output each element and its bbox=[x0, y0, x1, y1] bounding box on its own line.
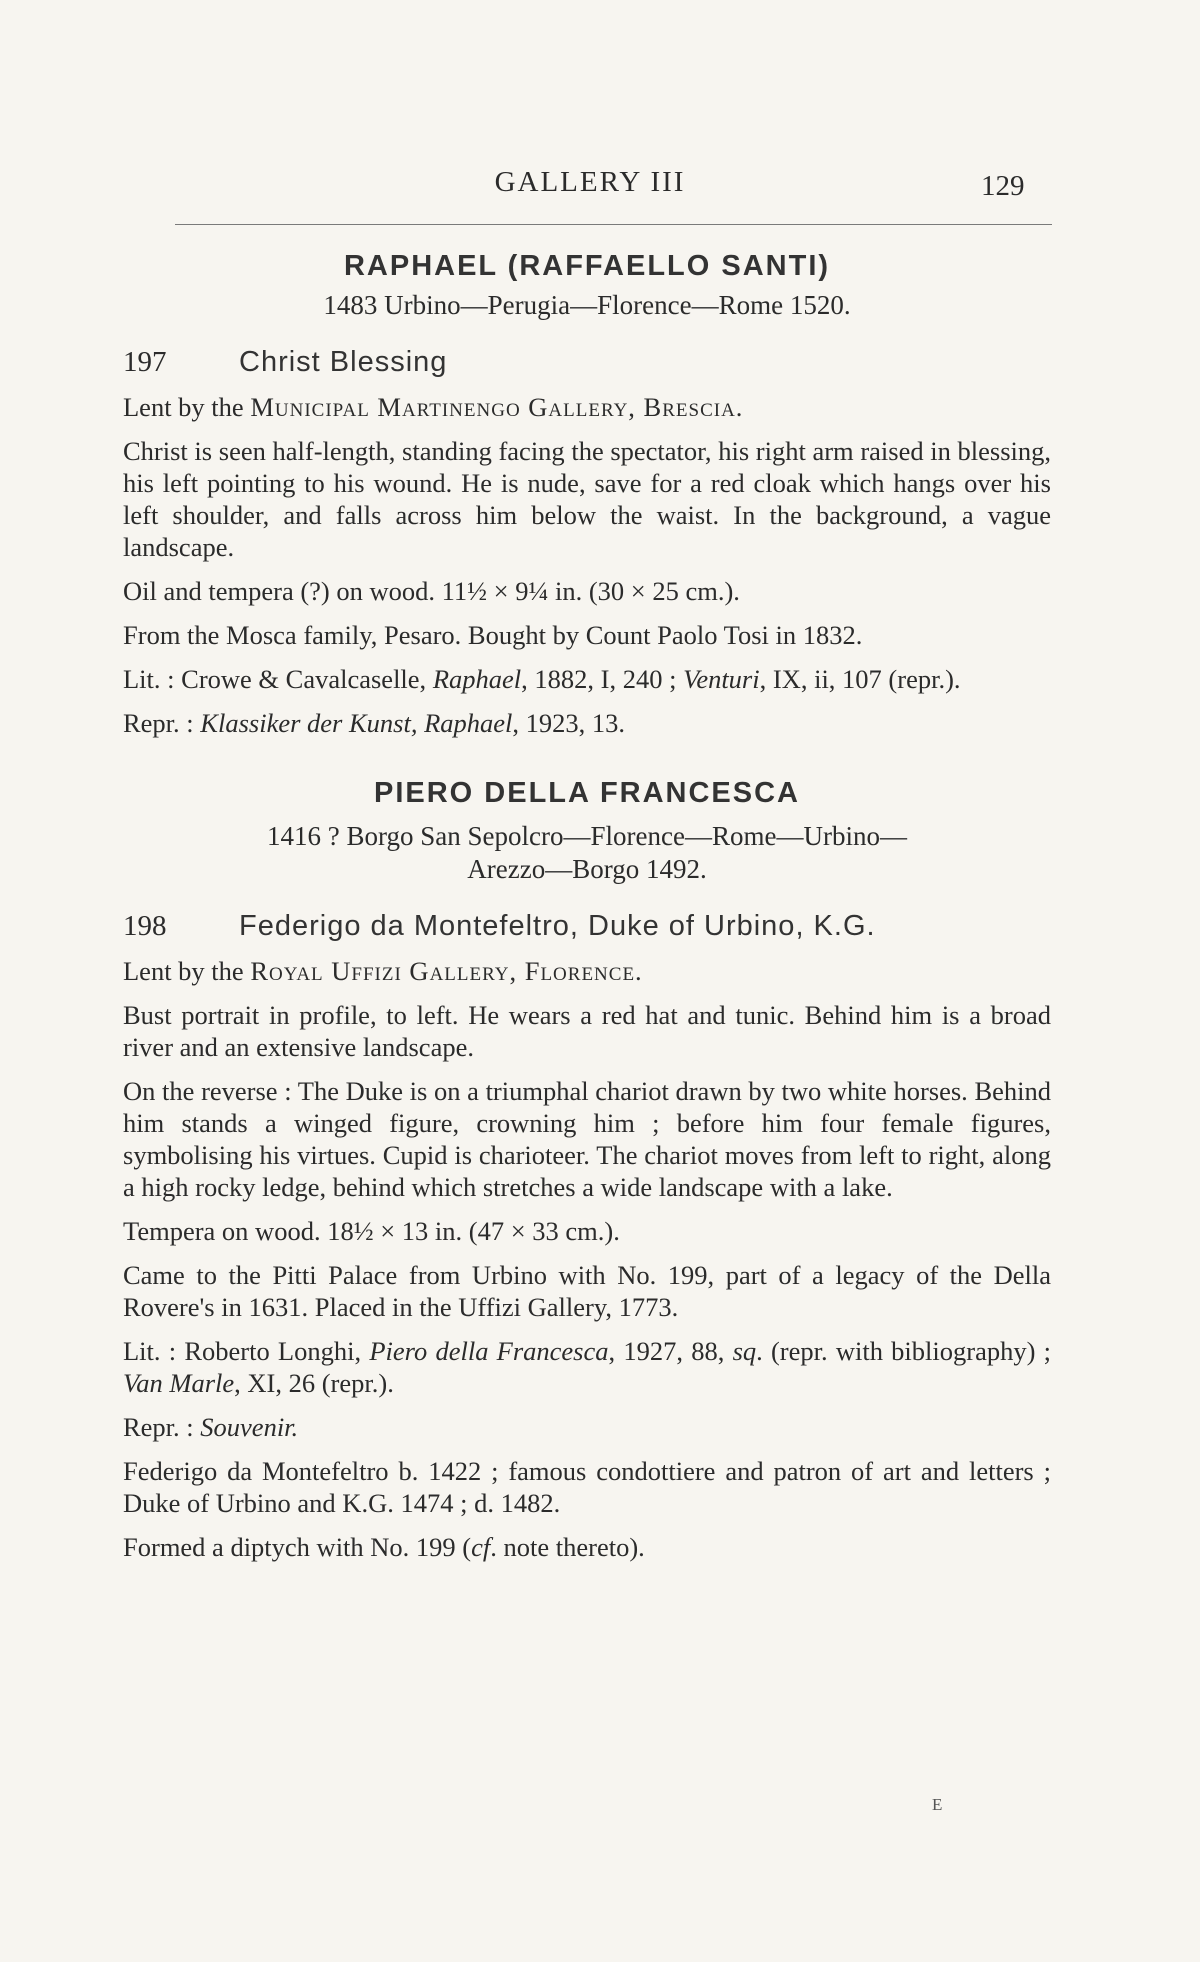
provenance: Came to the Pitti Palace from Urbino with No. 199, part of a legacy of the Della Rovere's in 1631. Placed in the Uffizi Gallery, 1773. bbox=[123, 1260, 1051, 1322]
literature-prefix: Lit. : Roberto Longhi, bbox=[123, 1336, 370, 1366]
literature-mid-2: . (repr. with bibliography) ; bbox=[756, 1336, 1052, 1366]
page-number: 129 bbox=[981, 170, 1025, 202]
entry-number: 198 bbox=[123, 910, 167, 942]
provenance: From the Mosca family, Pesaro. Bought by Count Paolo Tosi in 1832. bbox=[123, 620, 863, 650]
artist-life-dates bbox=[123, 820, 1051, 886]
medium-dimensions: Tempera on wood. 18½ × 13 in. (47 × 33 cm.). bbox=[123, 1216, 620, 1246]
entry-number: 197 bbox=[123, 346, 167, 378]
literature-end: , IX, ii, 107 (repr.). bbox=[759, 664, 961, 694]
life-line-2: Arezzo—Borgo 1492. bbox=[467, 854, 707, 884]
reverse-description: On the reverse : The Duke is on a triumphal chariot drawn by two white horses. Behind him stands a winged figure, crowning him ; before him four female figures, symbolising his virtues. Cupid is charioteer. The chariot moves from left to right, along a high rocky ledge, behind which stretches a wide landscape with a lake. bbox=[123, 1076, 1051, 1202]
reproduction bbox=[123, 1411, 1051, 1443]
section-piero bbox=[123, 777, 1051, 1563]
literature-end: , XI, 26 (repr.). bbox=[234, 1368, 394, 1398]
literature bbox=[123, 663, 1051, 695]
running-title: GALLERY III bbox=[494, 166, 686, 198]
lender-name: Municipal Martinengo Gallery, Brescia. bbox=[250, 392, 744, 422]
section-raphael bbox=[123, 250, 1051, 739]
entry-title: Christ Blessing bbox=[239, 346, 448, 378]
diptych-note bbox=[123, 1531, 1051, 1563]
artist-name: RAPHAEL (RAFFAELLO SANTI) bbox=[343, 250, 831, 282]
biographical-note: Federigo da Montefeltro b. 1422 ; famous condottiere and patron of art and letters ; Duke of Urbino and K.G. 1474 ; d. 1482. bbox=[123, 1456, 1051, 1518]
literature-author: Venturi bbox=[683, 664, 760, 694]
literature-title: Raphael bbox=[432, 664, 522, 694]
reproduction-prefix: Repr. : bbox=[123, 708, 201, 738]
literature-mid: , 1927, 88, bbox=[608, 1336, 733, 1366]
literature-sq: sq bbox=[732, 1336, 757, 1366]
artist-life-dates: 1483 Urbino—Perugia—Florence—Rome 1520. bbox=[323, 290, 851, 320]
diptych-prefix: Formed a diptych with No. 199 ( bbox=[123, 1532, 472, 1562]
running-head bbox=[0, 166, 1200, 206]
entry-title: Federigo da Montefeltro, Duke of Urbino, K.G. bbox=[239, 910, 876, 942]
literature-mid: , 1882, I, 240 ; bbox=[521, 664, 684, 694]
diptych-end: . note thereto). bbox=[490, 1532, 645, 1562]
signature-mark: E bbox=[932, 1795, 943, 1814]
reproduction-title: Klassiker der Kunst, Raphael bbox=[200, 708, 513, 738]
reproduction-prefix: Repr. : bbox=[123, 1412, 201, 1442]
entry-heading bbox=[123, 346, 1051, 379]
literature bbox=[123, 1335, 1051, 1399]
entry-heading bbox=[123, 910, 1051, 943]
medium-dimensions: Oil and tempera (?) on wood. 11½ × 9¼ in. (30 × 25 cm.). bbox=[123, 576, 740, 606]
literature-author: Van Marle bbox=[123, 1368, 235, 1398]
lender-line bbox=[123, 391, 1051, 423]
artist-name: PIERO DELLA FRANCESCA bbox=[374, 777, 800, 809]
header-rule bbox=[175, 224, 1052, 225]
catalogue-content bbox=[123, 250, 1051, 1563]
section-spacer bbox=[123, 739, 1051, 777]
diptych-cf: cf bbox=[471, 1532, 491, 1562]
lender-prefix: Lent by the bbox=[123, 392, 251, 422]
literature-prefix: Lit. : Crowe & Cavalcaselle, bbox=[123, 664, 433, 694]
description: Bust portrait in profile, to left. He wears a red hat and tunic. Behind him is a broad river and an extensive landscape. bbox=[123, 1000, 1051, 1062]
description: Christ is seen half-length, standing facing the spectator, his right arm raised in blessing, his left pointing to his wound. He is nude, save for a red cloak which hangs over his left shoulder, and falls across him below the waist. In the background, a vague landscape. bbox=[123, 436, 1051, 562]
reproduction-end: , 1923, 13. bbox=[512, 708, 626, 738]
lender-line bbox=[123, 955, 1051, 987]
life-line-1: 1416 ? Borgo San Sepolcro—Florence—Rome—Urbino— bbox=[267, 821, 907, 851]
lender-name: Royal Uffizi Gallery, Florence. bbox=[250, 956, 643, 986]
literature-title: Piero della Francesca bbox=[369, 1336, 609, 1366]
reproduction bbox=[123, 707, 1051, 739]
reproduction-title: Souvenir. bbox=[200, 1412, 299, 1442]
lender-prefix: Lent by the bbox=[123, 956, 251, 986]
